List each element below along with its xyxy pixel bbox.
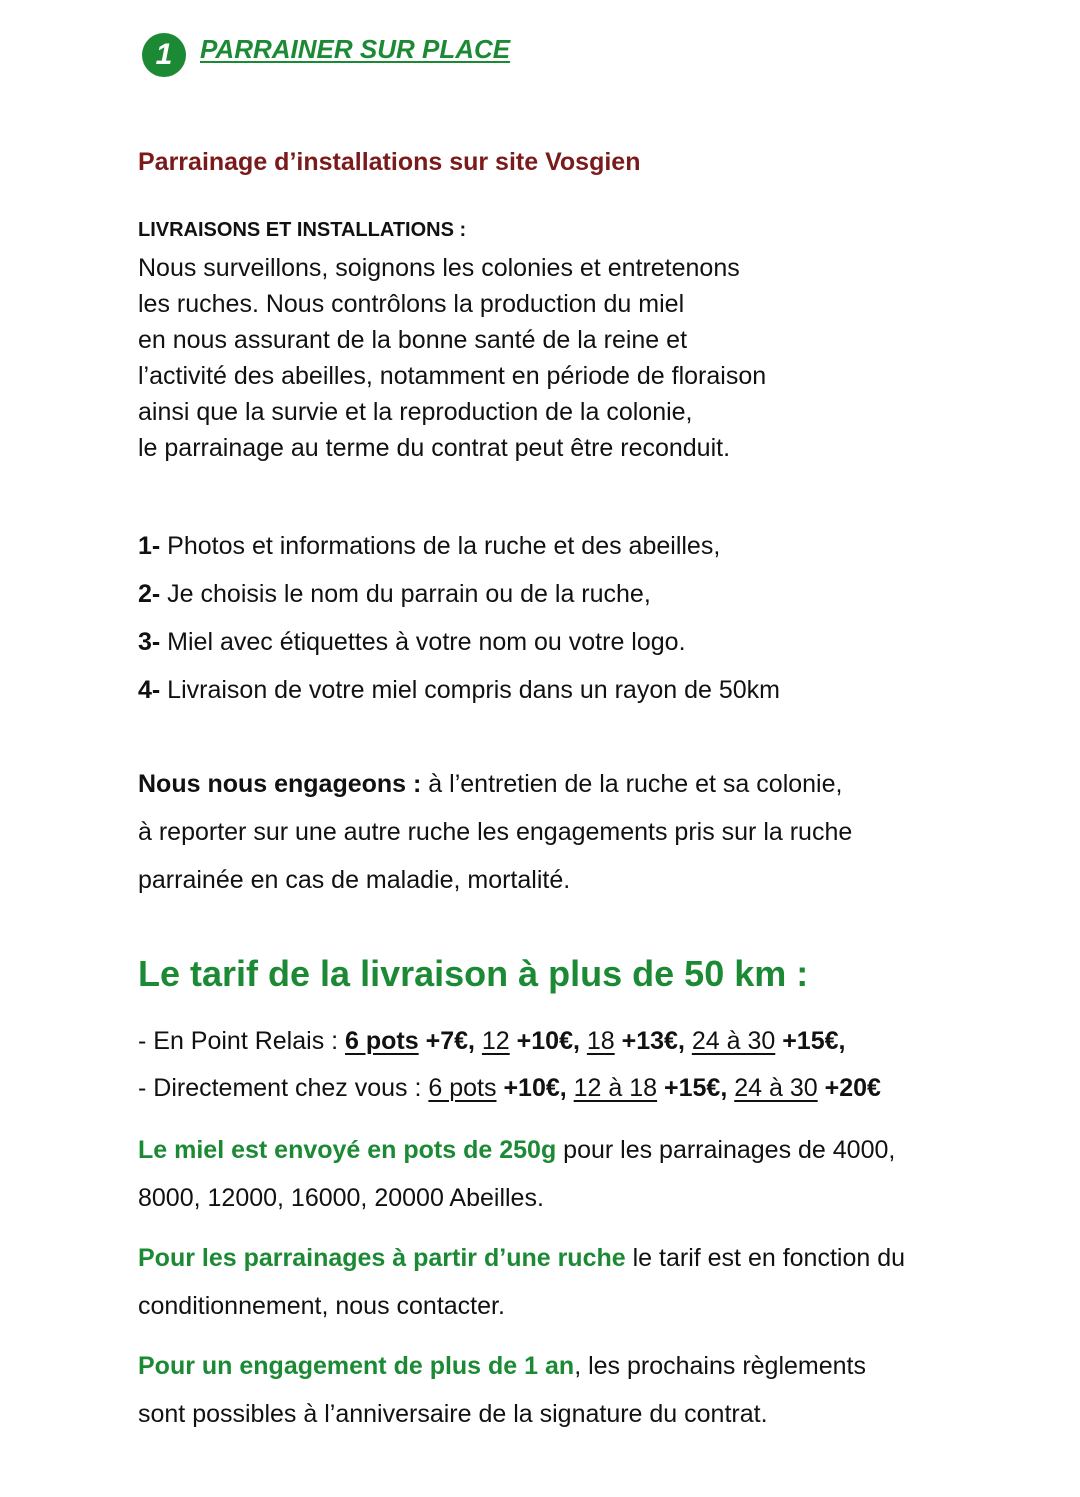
engagement-line: à reporter sur une autre ruche les engagements pris sur la ruche bbox=[138, 818, 853, 846]
list-item bbox=[138, 570, 780, 618]
paragraph-line bbox=[138, 1234, 905, 1282]
paragraph-line: 8000, 12000, 16000, 20000 Abeilles. bbox=[138, 1184, 544, 1212]
paragraph-text: pour les parrainages de 4000, bbox=[556, 1136, 896, 1164]
intro-paragraph bbox=[138, 250, 766, 466]
paragraph-line bbox=[138, 1342, 866, 1390]
engagement-paragraph bbox=[138, 760, 852, 904]
paragraph-line: conditionnement, nous contacter. bbox=[138, 1292, 505, 1320]
rate-price: +15€, bbox=[657, 1074, 735, 1102]
intro-line: Nous surveillons, soignons les colonies et entretenons bbox=[138, 254, 740, 282]
rate-quantity: 6 pots bbox=[345, 1027, 419, 1055]
list-item-text: Photos et informations de la ruche et des abeilles, bbox=[160, 532, 721, 560]
hive-sponsorship-paragraph bbox=[138, 1234, 905, 1330]
engagement-text: à l’entretien de la ruche et sa colonie, bbox=[421, 770, 843, 798]
step-title: PARRAINER SUR PLACE bbox=[200, 34, 511, 64]
rate-line-relais bbox=[138, 1018, 881, 1065]
rate-price: +13€, bbox=[614, 1027, 692, 1055]
rate-price: +10€, bbox=[496, 1074, 574, 1102]
long-term-paragraph bbox=[138, 1342, 866, 1438]
list-item-text: Je choisis le nom du parrain ou de la ruche, bbox=[160, 580, 651, 608]
delivery-rates bbox=[138, 1018, 881, 1112]
paragraph-text: , les prochains règlements bbox=[574, 1352, 866, 1380]
rate-price: +10€, bbox=[509, 1027, 587, 1055]
list-item bbox=[138, 618, 780, 666]
highlight-text: Pour les parrainages à partir d’une ruche bbox=[138, 1244, 626, 1272]
honey-pots-paragraph bbox=[138, 1126, 895, 1222]
paragraph-text: le tarif est en fonction du bbox=[625, 1244, 906, 1272]
engagement-label: Nous nous engageons : bbox=[138, 770, 422, 798]
benefits-list bbox=[138, 522, 780, 714]
list-item-number: 4- bbox=[138, 676, 161, 704]
page-subtitle: Parrainage d’installations sur site Vosgien bbox=[138, 148, 641, 176]
paragraph-line: sont possibles à l’anniversaire de la signature du contrat. bbox=[138, 1400, 768, 1428]
intro-line: le parrainage au terme du contrat peut être reconduit. bbox=[138, 434, 731, 462]
rate-price: +15€, bbox=[775, 1027, 846, 1055]
list-item-number: 2- bbox=[138, 580, 161, 608]
tarif-heading: Le tarif de la livraison à plus de 50 km : bbox=[138, 953, 809, 994]
rate-quantity: 12 à 18 bbox=[573, 1074, 658, 1102]
intro-line: en nous assurant de la bonne santé de la reine et bbox=[138, 326, 688, 354]
intro-line: l’activité des abeilles, notamment en période de floraison bbox=[138, 362, 767, 390]
intro-line: ainsi que la survie et la reproduction de la colonie, bbox=[138, 398, 693, 426]
section-label: LIVRAISONS ET INSTALLATIONS : bbox=[138, 219, 467, 241]
rate-price: +20€ bbox=[817, 1074, 881, 1102]
highlight-text: Pour un engagement de plus de 1 an bbox=[138, 1352, 575, 1380]
rate-prefix: - En Point Relais : bbox=[138, 1027, 346, 1055]
list-item bbox=[138, 666, 780, 714]
list-item-text: Livraison de votre miel compris dans un rayon de 50km bbox=[160, 676, 780, 704]
rate-quantity: 24 à 30 bbox=[734, 1074, 818, 1102]
list-item-text: Miel avec étiquettes à votre nom ou votre logo. bbox=[160, 628, 686, 656]
engagement-line bbox=[138, 760, 852, 808]
paragraph-line bbox=[138, 1126, 895, 1174]
rate-line-domicile bbox=[138, 1065, 881, 1112]
engagement-line: parrainée en cas de maladie, mortalité. bbox=[138, 866, 571, 894]
rate-prefix: - Directement chez vous : bbox=[138, 1074, 429, 1102]
list-item-number: 1- bbox=[138, 532, 161, 560]
step-number-badge: 1 bbox=[142, 33, 186, 77]
highlight-text: Le miel est envoyé en pots de 250g bbox=[138, 1136, 557, 1164]
rate-quantity: 12 bbox=[481, 1027, 510, 1055]
rate-quantity: 24 à 30 bbox=[691, 1027, 776, 1055]
rate-price: +7€, bbox=[418, 1027, 482, 1055]
list-item-number: 3- bbox=[138, 628, 161, 656]
list-item bbox=[138, 522, 780, 570]
intro-line: les ruches. Nous contrôlons la production du miel bbox=[138, 290, 685, 318]
rate-quantity: 6 pots bbox=[428, 1074, 497, 1102]
rate-quantity: 18 bbox=[586, 1027, 615, 1055]
